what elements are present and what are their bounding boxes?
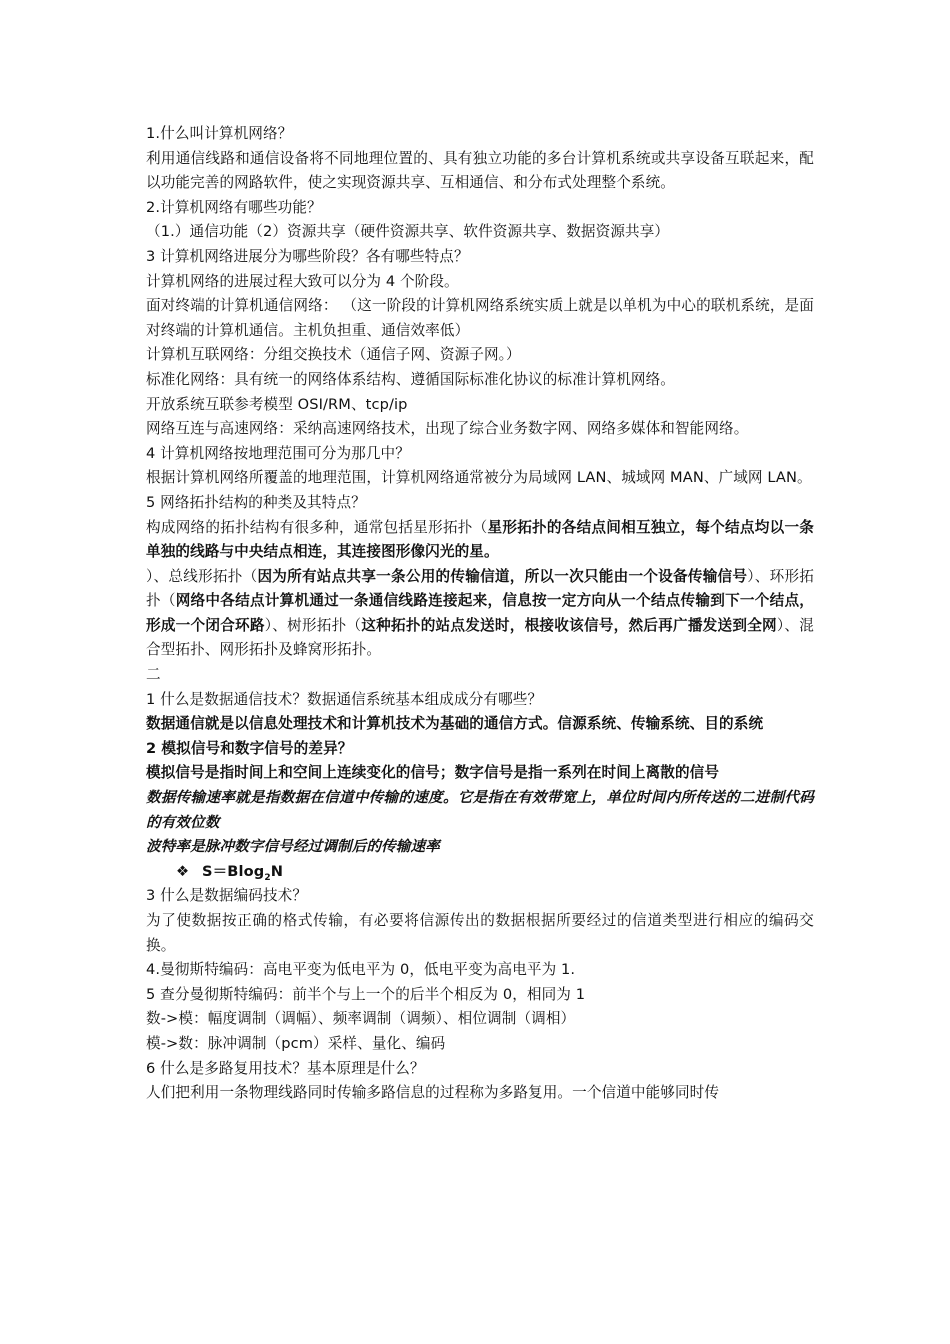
- differential-manchester-encoding: 5 查分曼彻斯特编码：前半个与上一个的后半个相反为 0，相同为 1: [146, 985, 586, 1003]
- section-2-question-3-answer: 为了使数据按正确的格式传输，有必要将信源传出的数据根据所要经过的信道类型进行相应的编码交换。: [146, 912, 814, 954]
- tree-topology-desc: 这种拓扑的站点发送时，根接收该信号，然后再广播发送到全网: [361, 616, 777, 634]
- bus-topology-label: ）、总线形拓扑（: [146, 567, 258, 585]
- question-4-title: 4 计算机网络按地理范围可分为那几中？: [146, 444, 410, 462]
- question-3-stage-1: 面对终端的计算机通信网络： （这一阶段的计算机网络系统实质上就是以单机为中心的联机系统，是面对终端的计算机通信。主机负担重、通信效率低）: [146, 297, 814, 339]
- topology-intro: 构成网络的拓扑结构有很多种，通常包括星形拓扑（: [146, 518, 488, 536]
- question-3-intro: 计算机网络的进展过程大致可以分为 4 个阶段。: [146, 272, 459, 290]
- formula-end: N: [270, 862, 284, 880]
- other-topologies: ）、混合型拓扑、网形拓扑及蜂窝形拓扑。: [146, 616, 814, 659]
- question-1-title: 1.什么叫计算机网络？: [146, 125, 293, 142]
- section-2-question-1-title: 1 什么是数据通信技术？数据通信系统基本组成成分有哪些？: [146, 690, 543, 708]
- section-2-question-3-title: 3 什么是数据编码技术？: [146, 887, 308, 905]
- section-2-question-6-answer: 人们把利用一条物理线路同时传输多路信息的过程称为多路复用。一个信道中能够同时传: [146, 1084, 720, 1102]
- formula-main: S＝Blog: [202, 862, 265, 880]
- baud-rate-definition: 波特率是脉冲数字信号经过调制后的传输速率: [146, 838, 440, 856]
- tree-topology-label: ）、树形拓扑（: [264, 616, 362, 634]
- formula-line: [146, 860, 814, 885]
- question-3-stage-2: 计算机互联网络：分组交换技术（通信子网、资源子网。）: [146, 346, 521, 364]
- question-5-answer: [146, 516, 814, 664]
- bus-topology-desc: 因为所有站点共享一条公用的传输信道，所以一次只能由一个设备传输信号: [257, 567, 748, 585]
- question-3-title: 3 计算机网络进展分为哪些阶段？各有哪些特点？: [146, 247, 469, 265]
- manchester-encoding: 4.曼彻斯特编码：高电平变为低电平为 0，低电平变为高电平为 1.: [146, 961, 576, 979]
- formula-subscript: 2: [264, 872, 271, 883]
- section-2-heading: 二: [146, 666, 161, 684]
- question-3-stage-4: 网络互连与高速网络：采纳高速网络技术，出现了综合业务数字网、网络多媒体和智能网络。: [146, 420, 749, 438]
- question-1-answer: 利用通信线路和通信设备将不同地理位置的、具有独立功能的多台计算机系统或共享设备互联起来，配以功能完善的网路软件，使之实现资源共享、互相通信、和分布式处理整个系统。: [146, 149, 814, 192]
- question-2-answer: （1.）通信功能（2）资源共享（硬件资源共享、软件资源共享、数据资源共享）: [146, 223, 670, 241]
- analog-to-digital-modulation: 模->数：脉冲调制（pcm）采样、量化、编码: [146, 1034, 446, 1052]
- ring-topology-label: ）、环形拓扑（: [146, 567, 814, 610]
- data-rate-definition: 数据传输速率就是指数据在信道中传输的速度。它是指在有效带宽上，单位时间内所传送的二进制代码的有效位数: [146, 789, 814, 831]
- star-topology-desc: 星形拓扑的各结点间相互独立，每个结点均以一条单独的线路与中央结点相连，其连接图形像闪光的星。: [146, 518, 814, 561]
- section-2-question-1-answer: 数据通信就是以信息处理技术和计算机技术为基础的通信方式。信源系统、传输系统、目的系统: [146, 715, 764, 733]
- digital-to-analog-modulation: 数->模：幅度调制（调幅）、频率调制（调频）、相位调制（调相）: [146, 1010, 576, 1028]
- question-3-stage-3-note: 开放系统互联参考模型 OSI/RM、tcp/ip: [146, 395, 408, 413]
- document-body: [146, 122, 814, 1106]
- ring-topology-desc: 网络中各结点计算机通过一条通信线路连接起来，信息按一定方向从一个结点传输到下一个结点，形成一个闭合环路: [146, 592, 814, 634]
- question-5-title: 5 网络拓扑结构的种类及其特点？: [146, 493, 366, 511]
- question-4-answer: 根据计算机网络所覆盖的地理范围，计算机网络通常被分为局域网 LAN、城域网 MAN、广域网 LAN。: [146, 469, 812, 487]
- section-2-question-6-title: 6 什么是多路复用技术？基本原理是什么？: [146, 1059, 425, 1077]
- question-3-stage-3: 标准化网络：具有统一的网络体系结构、遵循国际标准化协议的标准计算机网络。: [146, 370, 675, 388]
- section-2-question-2-title: 2 模拟信号和数字信号的差异？: [146, 739, 353, 757]
- section-2-question-2-answer: 模拟信号是指时间上和空间上连续变化的信号；数字信号是指一系列在时间上离散的信号: [146, 764, 720, 782]
- question-2-title: 2.计算机网络有哪些功能？: [146, 198, 322, 216]
- diamond-bullet-icon: ❖: [176, 862, 190, 880]
